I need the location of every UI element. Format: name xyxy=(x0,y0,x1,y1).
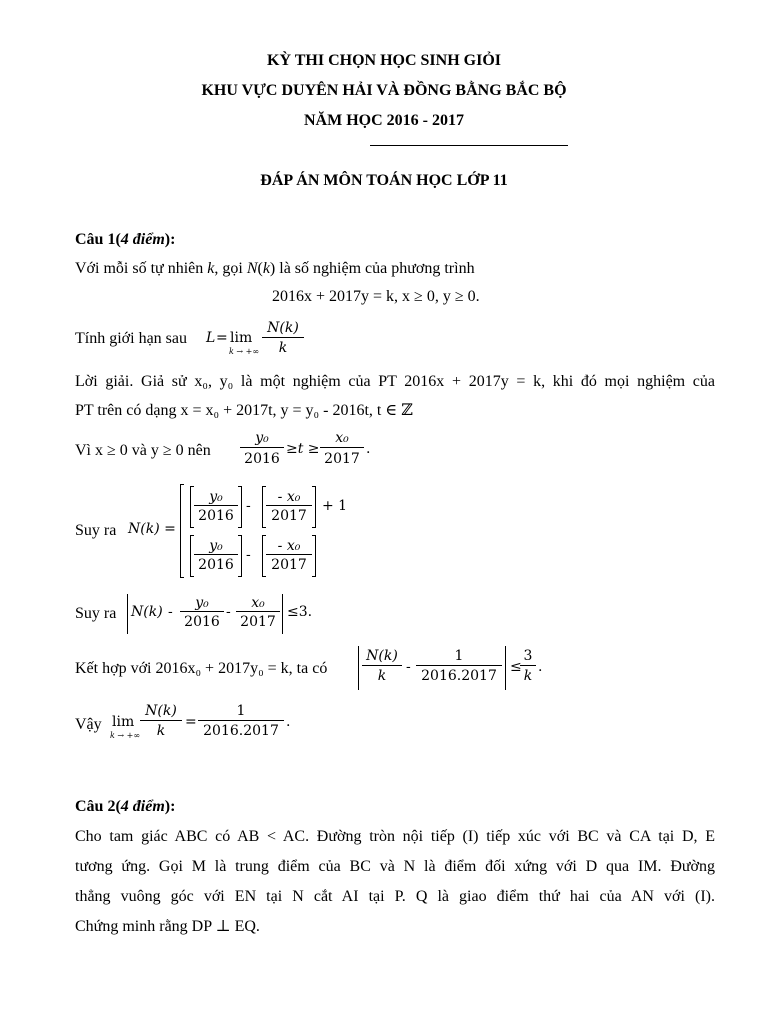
combine-k: k xyxy=(377,668,387,684)
abs1-minus2: - xyxy=(226,604,231,620)
q1-solution-line1: Lời giải. Giả sử x₀, y₀ là một nghiệm của PT 2016x + 2017y = k, khi đó mọi nghiệm của xyxy=(75,373,715,390)
floor-right-2b xyxy=(312,535,316,577)
limit-lim: lim xyxy=(230,330,253,346)
floor-right-1b xyxy=(312,486,316,528)
q2-label: Câu 2 xyxy=(75,798,116,815)
q1-intro-a: Với mỗi số tự nhiên xyxy=(75,260,208,277)
q2-heading: Câu 2(4 điểm): xyxy=(75,798,176,815)
final-prod: 2016.2017 xyxy=(203,723,279,739)
row2-y0: y₀ xyxy=(194,538,238,555)
since-y0: y₀ xyxy=(240,430,284,448)
row1-y0: y₀ xyxy=(194,489,238,506)
since-2017: 2017 xyxy=(324,451,360,467)
row2-minus: - xyxy=(246,547,251,563)
abs-left-1 xyxy=(127,594,128,634)
combine-le: ≤ xyxy=(510,659,522,675)
q1-suyra-2: Suy ra xyxy=(75,605,117,622)
final-one: 1 xyxy=(198,703,284,721)
header-divider xyxy=(370,145,568,146)
q2-points: 4 điểm xyxy=(120,798,165,815)
final-nk: N(k) xyxy=(140,703,182,721)
abs1-nk: N(k) xyxy=(131,604,163,620)
q1-intro-b: , gọi xyxy=(214,260,247,277)
q1-intro-d: ) là số nghiệm của phương trình xyxy=(269,260,475,277)
q1-label: Câu 1 xyxy=(75,231,116,248)
q2-line4: Chứng minh rằng DP ⊥ EQ. xyxy=(75,918,260,935)
abs-right-1 xyxy=(282,594,283,634)
abs1-2016: 2016 xyxy=(184,614,220,630)
combine-one: 1 xyxy=(416,648,502,666)
q1-points: 4 điểm xyxy=(120,231,165,248)
row1-negx0: - x₀ xyxy=(266,489,312,506)
final-lim: lim xyxy=(112,714,135,730)
row2-2016: 2016 xyxy=(198,557,234,573)
floor-right-1a xyxy=(238,486,242,528)
row1-minus: - xyxy=(246,498,251,514)
final-k: k xyxy=(156,723,166,739)
limit-num: N(k) xyxy=(262,320,304,338)
limit-eq: = xyxy=(216,330,228,346)
combine-nk: N(k) xyxy=(362,648,402,666)
abs1-le3: ≤3. xyxy=(287,604,313,620)
row1-plus1: + 1 xyxy=(322,498,348,514)
q1-intro xyxy=(75,259,715,279)
q1-conclusion-text: Vậy xyxy=(75,716,102,733)
combine-dot: . xyxy=(538,659,543,675)
limit-den: k xyxy=(278,340,288,356)
q1-equation: 2016x + 2017y = k, x ≥ 0, y ≥ 0. xyxy=(272,288,480,305)
row2-negx0: - x₀ xyxy=(266,538,312,555)
q1-intro-k2: k xyxy=(262,260,270,277)
q1-suyra-1: Suy ra xyxy=(75,522,117,539)
limit-sub: k → +∞ xyxy=(229,347,260,356)
combine-prod: 2016.2017 xyxy=(421,668,497,684)
abs1-minus1: - xyxy=(168,604,173,620)
q1-intro-k: k xyxy=(207,260,215,277)
q1-solution-line2: PT trên có dạng x = x₀ + 2017t, y = y₀ - 2016t, t ∈ ℤ xyxy=(75,402,413,419)
abs-left-2 xyxy=(358,646,359,690)
exam-year: NĂM HỌC 2016 - 2017 xyxy=(304,112,464,129)
cases-brace xyxy=(180,484,184,578)
row1-2017: 2017 xyxy=(271,508,307,524)
q2-line2: tương ứng. Gọi M là trung điểm của BC và N là điểm đối xứng với D qua IM. Đường xyxy=(75,858,715,875)
limit-l: L xyxy=(206,330,216,346)
abs-right-2 xyxy=(505,646,506,690)
combine-k2: k xyxy=(523,668,533,684)
abs1-y0: y₀ xyxy=(180,595,224,612)
exam-title: KỲ THI CHỌN HỌC SINH GIỎI xyxy=(267,52,501,69)
floor-right-2a xyxy=(238,535,242,577)
q1-heading: Câu 1(4 điểm): xyxy=(75,231,176,248)
q2-line1: Cho tam giác ABC có AB < AC. Đường tròn nội tiếp (I) tiếp xúc với BC và CA tại D, E xyxy=(75,828,715,845)
since-x0: x₀ xyxy=(320,430,364,448)
final-lim-sub: k → +∞ xyxy=(110,731,141,740)
combine-minus: - xyxy=(406,659,411,675)
abs1-2017: 2017 xyxy=(240,614,276,630)
q1-combine-text: Kết hợp với 2016x₀ + 2017y₀ = k, ta có xyxy=(75,660,328,677)
final-eq: = xyxy=(185,714,197,730)
final-dot: . xyxy=(286,714,291,730)
since-ineq: ≥t ≥ xyxy=(286,441,320,457)
exam-region: KHU VỰC DUYÊN HẢI VÀ ĐỒNG BẰNG BẮC BỘ xyxy=(201,82,567,99)
row1-2016: 2016 xyxy=(198,508,234,524)
row2-2017: 2017 xyxy=(271,557,307,573)
since-dot: . xyxy=(366,441,371,457)
combine-three: 3 xyxy=(520,648,536,666)
subject-title: ĐÁP ÁN MÔN TOÁN HỌC LỚP 11 xyxy=(260,172,508,189)
q1-intro-n: N xyxy=(246,260,258,277)
abs1-x0: x₀ xyxy=(236,595,280,612)
q1-intro-c: ( xyxy=(257,260,263,277)
q2-line3: thẳng vuông góc với EN tại N cắt AI tại P. Q là giao điểm thứ hai của AN với (I). xyxy=(75,888,715,905)
cases-nk: N(k) = xyxy=(128,521,176,537)
since-2016: 2016 xyxy=(244,451,280,467)
q1-limit-text: Tính giới hạn sau xyxy=(75,330,187,347)
q1-since-text: Vì x ≥ 0 và y ≥ 0 nên xyxy=(75,442,211,459)
